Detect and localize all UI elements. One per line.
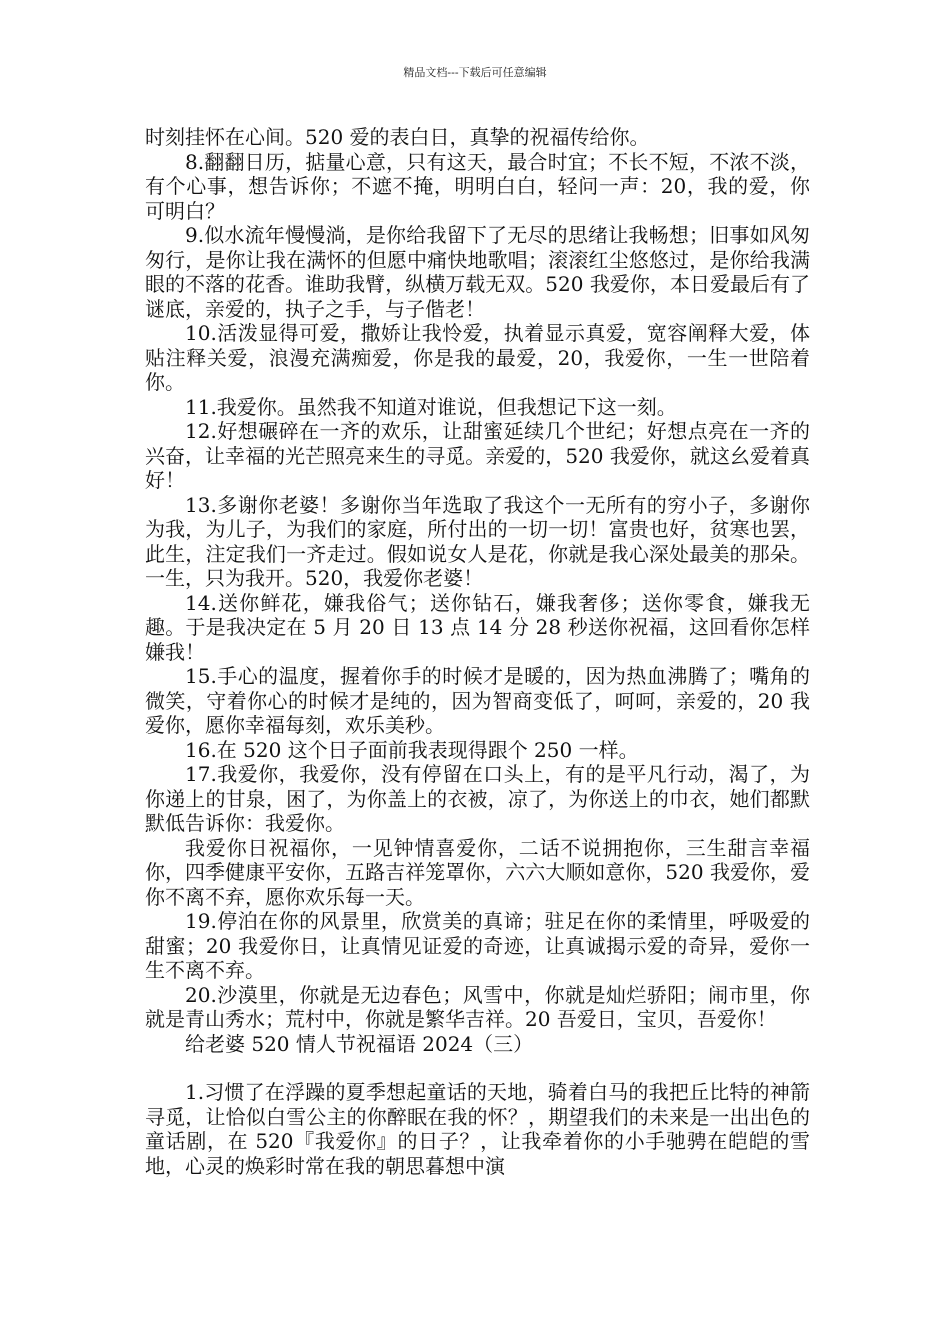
paragraph-8: 8.翻翻日历，掂量心意，只有这天，最合时宜；不长不短，不浓不淡，有个心事，想告诉你；不遮不掩，明明白白，轻问一声：20，我的爱，你可明白？: [145, 149, 810, 223]
paragraph-10: 10.活泼显得可爱，撒娇让我怜爱，执着显示真爱，宽容阐释大爱，体贴注释关爱，浪漫充满痴爱，你是我的最爱，20，我爱你，一生一世陪着你。: [145, 321, 810, 394]
section-title: 给老婆 520 情人节祝福语 2024（三）: [185, 1031, 534, 1056]
paragraph-13: 13.多谢你老婆！多谢你当年选取了我这个一无所有的穷小子，多谢你为我，为儿子，为我们的家庭，所付出的一切一切！富贵也好，贫寒也罢，此生，注定我们一齐走过。假如说女人是花，你就是我心深处最美的那朵。一生，只为我开。520，我爱你老婆！: [145, 492, 810, 590]
paragraph-11: 11.我爱你。虽然我不知道对谁说，但我想记下这一刻。: [185, 394, 677, 419]
paragraph-19: 19.停泊在你的风景里，欣赏美的真谛；驻足在你的柔情里，呼吸爱的甜蜜；20 我爱你日，让真情见证爱的奇迹，让真诚揭示爱的奇异，爱你一生不离不弃。: [145, 909, 810, 982]
paragraph-9: 9.似水流年慢慢淌，是你给我留下了无尽的思绪让我畅想；旧事如风匆匆行，是你让我在满怀的但愿中痛快地歌唱；滚滚红尘悠悠过，是你给我满眼的不落的花香。谁助我臂，纵横万载无双。520 我爱你，本日爱最后有了谜底，亲爱的，执子之手，与子偕老！: [145, 223, 810, 321]
paragraph-15: 15.手心的温度，握着你手的时候才是暖的，因为热血沸腾了；嘴角的微笑，守着你心的时候才是纯的，因为智商变低了，呵呵，亲爱的，20 我爱你，愿你幸福每刻，欢乐美秒。: [145, 664, 810, 737]
paragraph-section3-1: 1.习惯了在浮躁的夏季想起童话的天地，骑着白马的我把丘比特的神箭寻觅，让恰似白雪公主的你醉眠在我的怀？，期望我们的未来是一出出色的童话剧，在 520『我爱你』的日子？，让我牵着你的小手驰骋在皑皑的雪地，心灵的焕彩时常在我的朝思暮想中演: [145, 1080, 810, 1178]
paragraph-20: 20.沙漠里，你就是无边春色；风雪中，你就是灿烂骄阳；闹市里，你就是青山秀水；荒村中，你就是繁华吉祥。20 吾爱日，宝贝，吾爱你！: [145, 982, 810, 1031]
paragraph-continuation: 时刻挂怀在心间。520 爱的表白日，真挚的祝福传给你。: [145, 125, 650, 149]
paragraph-12: 12.好想碾碎在一齐的欢乐，让甜蜜延续几个世纪；好想点亮在一齐的兴奋，让幸福的光芒照亮来生的寻觅。亲爱的，520 我爱你，就这幺爱着真好！: [145, 419, 810, 492]
document-body: [145, 125, 810, 1178]
paragraph-18: 我爱你日祝福你，一见钟情喜爱你，二话不说拥抱你，三生甜言幸福你，四季健康平安你，五路吉祥笼罩你，六六大顺如意你，520 我爱你，爱你不离不弃，愿你欢乐每一天。: [145, 835, 810, 909]
paragraph-14: 14.送你鲜花，嫌我俗气；送你钻石，嫌我奢侈；送你零食，嫌我无趣。于是我决定在 5 月 20 日 13 点 14 分 28 秒送你祝福，这回看你怎样嫌我！: [145, 590, 810, 664]
paragraph-16: 16.在 520 这个日子面前我表现得跟个 250 一样。: [185, 737, 639, 762]
paragraph-17: 17.我爱你，我爱你，没有停留在口头上，有的是平凡行动，渴了，为你递上的甘泉，困了，为你盖上的衣被，凉了，为你送上的巾衣，她们都默默低告诉你：我爱你。: [145, 762, 810, 835]
page-header: 精品文档---下载后可任意编辑: [403, 66, 547, 79]
